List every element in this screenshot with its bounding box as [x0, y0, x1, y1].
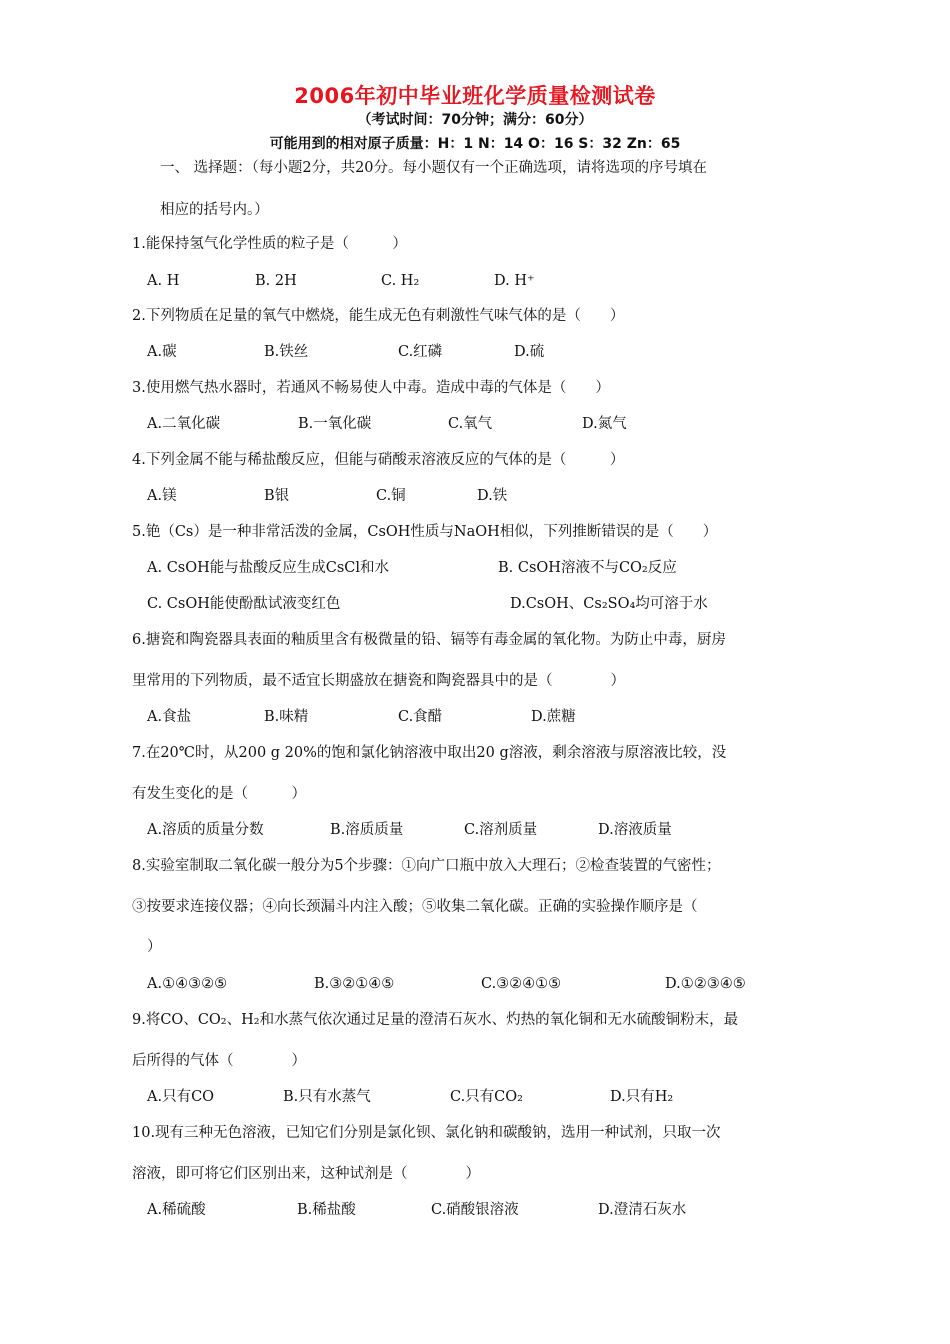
- question-6-stem-line1: 6.搪瓷和陶瓷器具表面的釉质里含有极微量的铅、镉等有毒金属的氧化物。为防止中毒，厨房: [132, 632, 726, 648]
- question-4-option-c: C.铜: [376, 488, 406, 504]
- section-instructions-line2: 相应的括号内。）: [160, 202, 269, 218]
- question-10-stem-line1: 10.现有三种无色溶液，已知它们分别是氯化钡、氯化钠和碳酸钠，选用一种试剂，只取一次: [132, 1125, 721, 1141]
- question-7-option-b: B.溶质质量: [330, 822, 404, 838]
- question-6-option-b: B.味精: [264, 709, 309, 725]
- question-6-option-d: D.蔗糖: [531, 709, 576, 725]
- question-1-option-c: C. H₂: [381, 273, 420, 289]
- question-10-option-b: B.稀盐酸: [297, 1202, 356, 1218]
- question-9-stem-line1: 9.将CO、CO₂、H₂和水蒸气依次通过足量的澄清石灰水、灼热的氧化铜和无水硫酸铜粉末，最: [132, 1012, 739, 1028]
- question-3-option-b: B.一氧化碳: [298, 416, 372, 432]
- question-10-option-c: C.硝酸银溶液: [431, 1202, 519, 1218]
- exam-subtitle: （考试时间：70分钟；满分：60分）: [357, 112, 593, 128]
- question-10-stem-line2: 溶液，即可将它们区别出来，这种试剂是（ ）: [132, 1166, 480, 1182]
- question-7-option-a: A.溶质的质量分数: [147, 822, 264, 838]
- question-5-option-c: C. CsOH能使酚酞试液变红色: [147, 596, 341, 612]
- question-8-stem-line1: 8.实验室制取二氧化碳一般分为5个步骤：①向广口瓶中放入大理石；②检查装置的气密性；: [132, 858, 721, 874]
- question-2-option-d: D.硫: [514, 344, 545, 360]
- question-2-option-a: A.碳: [147, 344, 177, 360]
- question-7-option-c: C.溶剂质量: [464, 822, 538, 838]
- question-10-option-a: A.稀硫酸: [147, 1202, 206, 1218]
- question-1-option-b: B. 2H: [255, 273, 297, 289]
- question-2-option-b: B.铁丝: [264, 344, 309, 360]
- question-5-stem: 5.铯（Cs）是一种非常活泼的金属，CsOH性质与NaOH相似，下列推断错误的是（ ）: [132, 524, 718, 540]
- question-1-option-d: D. H⁺: [494, 273, 535, 289]
- question-5-option-d: D.CsOH、Cs₂SO₄均可溶于水: [510, 596, 708, 612]
- section-instructions-line1: 一、 选择题：（每小题2分，共20分。每小题仅有一个正确选项，请将选项的序号填在: [160, 160, 708, 176]
- question-9-option-c: C.只有CO₂: [450, 1089, 523, 1105]
- exam-title: 2006年初中毕业班化学质量检测试卷: [294, 84, 656, 108]
- question-7-stem-line2: 有发生变化的是（ ）: [132, 786, 306, 802]
- question-8-stem-line3: ）: [147, 939, 162, 955]
- question-9-option-a: A.只有CO: [147, 1089, 215, 1105]
- question-8-option-c: C.③②④①⑤: [481, 976, 562, 992]
- question-3-stem: 3.使用燃气热水器时，若通风不畅易使人中毒。造成中毒的气体是（ ）: [132, 380, 610, 396]
- question-2-option-c: C.红磷: [398, 344, 443, 360]
- question-4-stem: 4.下列金属不能与稀盐酸反应，但能与硝酸汞溶液反应的气体的是（ ）: [132, 452, 625, 468]
- question-4-option-a: A.镁: [147, 488, 177, 504]
- question-8-stem-line2: ③按要求连接仪器；④向长颈漏斗内注入酸；⑤收集二氧化碳。正确的实验操作顺序是（: [132, 899, 698, 915]
- question-3-option-c: C.氧气: [448, 416, 493, 432]
- question-1-option-a: A. H: [147, 273, 180, 289]
- question-1-stem: 1.能保持氢气化学性质的粒子是（ ）: [132, 236, 407, 252]
- question-8-option-a: A.①④③②⑤: [147, 976, 228, 992]
- question-10-option-d: D.澄清石灰水: [598, 1202, 687, 1218]
- question-6-option-c: C.食醋: [398, 709, 443, 725]
- question-5-option-a: A. CsOH能与盐酸反应生成CsCl和水: [147, 560, 390, 576]
- question-5-option-b: B. CsOH溶液不与CO₂反应: [498, 560, 677, 576]
- question-7-stem-line1: 7.在20℃时，从200 g 20%的饱和氯化钠溶液中取出20 g溶液，剩余溶液与原溶液比较，没: [132, 745, 727, 761]
- atomic-masses: 可能用到的相对原子质量：H：1 N：14 O：16 S：32 Zn：65: [269, 136, 681, 152]
- question-2-stem: 2.下列物质在足量的氧气中燃烧，能生成无色有刺激性气味气体的是（ ）: [132, 308, 625, 324]
- question-9-stem-line2: 后所得的气体（ ）: [132, 1053, 306, 1069]
- question-4-option-d: D.铁: [477, 488, 508, 504]
- question-4-option-b: B银: [264, 488, 290, 504]
- question-7-option-d: D.溶液质量: [598, 822, 672, 838]
- question-3-option-d: D.氮气: [582, 416, 627, 432]
- question-8-option-d: D.①②③④⑤: [665, 976, 746, 992]
- question-6-stem-line2: 里常用的下列物质，最不适宜长期盛放在搪瓷和陶瓷器具中的是（ ）: [132, 673, 625, 689]
- question-8-option-b: B.③②①④⑤: [314, 976, 395, 992]
- question-3-option-a: A.二氧化碳: [147, 416, 221, 432]
- question-9-option-b: B.只有水蒸气: [283, 1089, 371, 1105]
- question-9-option-d: D.只有H₂: [610, 1089, 674, 1105]
- question-6-option-a: A.食盐: [147, 709, 192, 725]
